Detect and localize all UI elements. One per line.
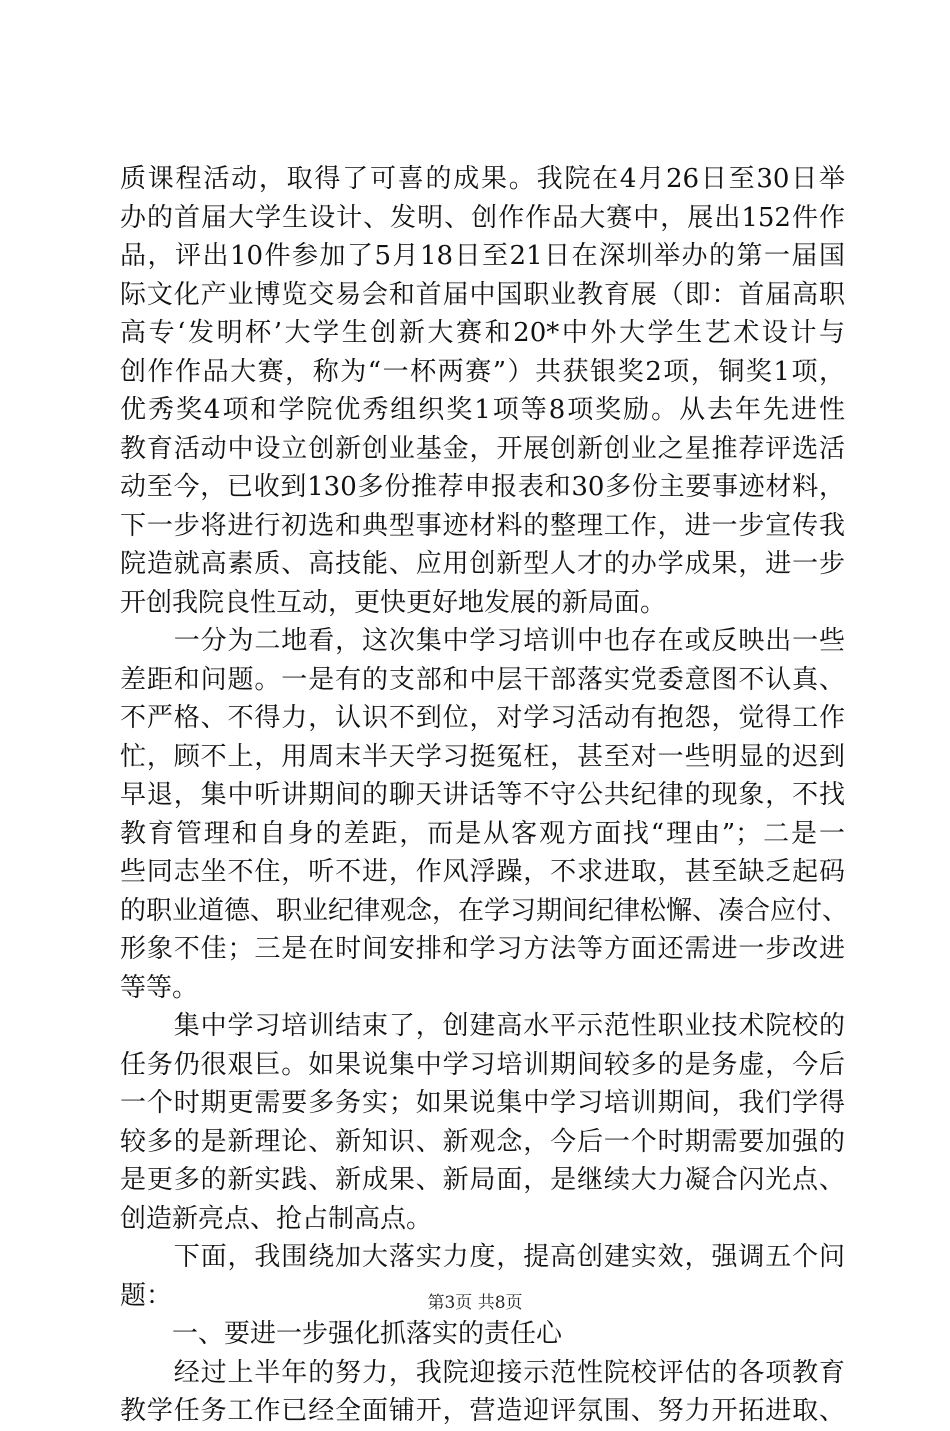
text-line: 创造新亮点、抢占制高点。 (120, 1203, 433, 1234)
text-line: 形象不佳；三是在时间安排和学习方法等方面还需进一步改进 (120, 934, 845, 964)
text-line: 一分为二地看，这次集中学习培训中也存在或反映出一些 (120, 626, 845, 656)
text-line: 动至今，已收到130多份推荐申报表和30多份主要事迹材料， (120, 472, 845, 502)
text-line: 办的首届大学生设计、发明、创作作品大赛中，展出152件作 (120, 202, 845, 233)
text-line: 题： (120, 1280, 173, 1311)
body-text (120, 160, 849, 1431)
text-line: 品，评出10件参加了5月18日至21日在深圳举办的第一届国 (120, 241, 845, 271)
text-line: 教学任务工作已经全面铺开，营造迎评氛围、努力开拓进取、 (120, 1396, 845, 1426)
text-line: 较多的是新理论、新知识、新观念，今后一个时期需要加强的 (120, 1126, 845, 1157)
text-line: 一个时期更需要多务实；如果说集中学习培训期间，我们学得 (120, 1088, 845, 1118)
text-line: 一、要进一步强化抓落实的责任心 (120, 1319, 563, 1349)
text-line: 些同志坐不住，听不进，作风浮躁，不求进取，甚至缺乏起码 (120, 857, 845, 887)
text-line: 下一步将进行初选和典型事迹材料的整理工作，进一步宣传我 (120, 510, 845, 541)
text-line: 院造就高素质、高技能、应用创新型人才的办学成果，进一步 (120, 549, 845, 579)
text-line: 高专‘发明杯’大学生创新大赛和20*中外大学生艺术设计与 (120, 318, 845, 348)
text-line: 任务仍很艰巨。如果说集中学习培训期间较多的是务虚，今后 (120, 1049, 845, 1080)
page-footer: 第3页 共8页 (427, 1293, 523, 1313)
text-line: 不严格、不得力，认识不到位，对学习活动有抱怨，觉得工作 (120, 703, 845, 733)
text-line: 经过上半年的努力，我院迎接示范性院校评估的各项教育 (120, 1357, 845, 1388)
text-line: 的职业道德、职业纪律观念，在学习期间纪律松懈、凑合应付、 (120, 895, 849, 926)
text-line: 等等。 (120, 972, 199, 1003)
text-line: 是更多的新实践、新成果、新局面，是继续大力凝合闪光点、 (120, 1165, 845, 1195)
text-line: 质课程活动，取得了可喜的成果。我院在4月26日至30日举 (120, 164, 845, 194)
text-line: 早退，集中听讲期间的聊天讲话等不守公共纪律的现象，不找 (120, 780, 845, 810)
text-line: 际文化产业博览交易会和首届中国职业教育展（即：首届高职 (120, 279, 845, 310)
text-line: 忙，顾不上，用周末半天学习挺冤枉，甚至对一些明显的迟到 (120, 741, 845, 772)
text-line: 教育管理和自身的差距，而是从客观方面找“理由”；二是一 (120, 818, 845, 849)
text-line: 优秀奖4项和学院优秀组织奖1项等8项奖励。从去年先进性 (120, 395, 845, 425)
text-line: 教育活动中设立创新创业基金，开展创新创业之星推荐评选活 (120, 433, 845, 464)
text-line: 下面，我围绕加大落实力度，提高创建实效，强调五个问 (120, 1242, 845, 1272)
text-line: 差距和问题。一是有的支部和中层干部落实党委意图不认真、 (120, 664, 845, 695)
text-line: 集中学习培训结束了，创建高水平示范性职业技术院校的 (120, 1011, 845, 1041)
text-line: 创作作品大赛，称为“一杯两赛”）共获银奖2项，铜奖1项， (120, 356, 845, 387)
text-line: 开创我院良性互动，更快更好地发展的新局面。 (120, 587, 667, 618)
